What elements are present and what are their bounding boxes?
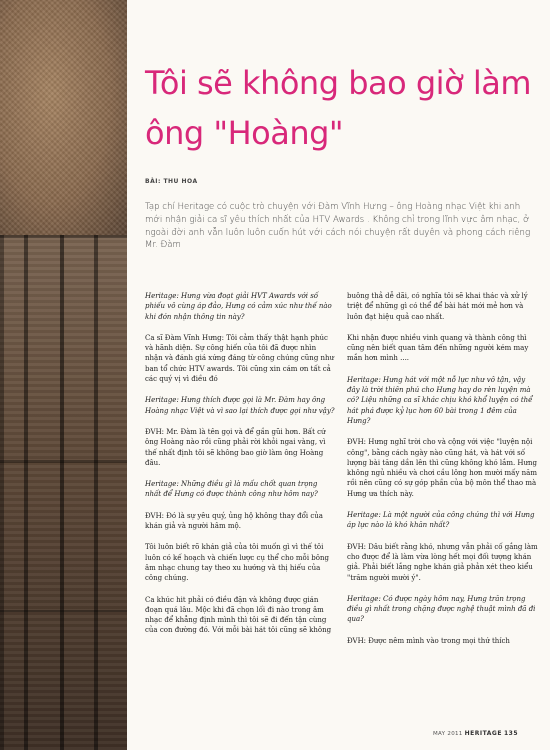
footer-date: MAY 2011 — [433, 731, 463, 737]
interview-question: Heritage: Những điều gì là mấu chốt quan trọng nhất để Hưng có được thành công như hôm nay? — [145, 480, 318, 499]
footer-page-number: 135 — [504, 730, 519, 737]
interview-answer: ĐVH: Được nêm mình vào trong mọi thứ thích — [347, 636, 510, 645]
interview-answer: ĐVH: Đó là sự yêu quý, ủng hộ không thay đổi của khán giả và người hâm mộ. — [145, 511, 323, 531]
interview-answer: ĐVH: Hưng nghĩ trời cho và cộng với việc "luyện nội công", bằng cách ngày nào cũng hát, và hát với số lượng bài tăng dần lên thì cũng không khó lắm. Hưng không ngủ nhiều và chơi cầu lông hơn mười mấy năm rồi nên cũng có sự góp phần của bộ môn thể thao mà Hưng ưa thích này. — [347, 438, 538, 498]
plank-gap — [0, 610, 127, 612]
interview-answer: ĐVH: Dâu biết rằng khó, nhưng vẫn phải cố gắng làm cho được để là làm vừa lòng hết mọi đối tượng khán giả. Phải biết lắng nghe khán giả phản xét theo kiểu "trăm người mười ý". — [347, 542, 538, 582]
interview-question: Heritage: Có được ngày hôm nay, Hưng trăn trọng điều gì nhất trong chặng được nghệ thuật mình đã đi qua? — [347, 594, 536, 624]
article-intro: Tạp chí Heritage có cuộc trò chuyện với Đàm Vĩnh Hưng – ông Hoàng nhạc Việt khi anh mới nhận giải ca sĩ yêu thích nhất của HTV Awards . Không chỉ trong lĩnh vực âm nhạc, ở ngoài đời anh vẫn luôn luôn cuốn hút với cách nói chuyện rất duyên và phong cách riêng Mr. Đàm — [145, 202, 531, 251]
interview-answer: Tôi luôn biết rõ khán giả của tôi muốn gì vì thế tôi luôn có kế hoạch và chiến lược cụ thể cho mỗi bông âm nhạc chung tay theo xu hướng và thị hiếu của công chúng. — [145, 543, 329, 583]
interview-question: Heritage: Hưng thích được gọi là Mr. Đàm hay ông Hoàng nhạc Việt và vì sao lại thích được gọi như vậy? — [145, 396, 335, 415]
footer-magazine: HERITAGE — [464, 730, 502, 737]
article-title: Tôi sẽ không bao giờ làm ông "Hoàng" — [145, 64, 531, 152]
burlap-sack-texture — [0, 0, 127, 235]
interview-question: Heritage: Hưng hát với một nỗ lực như vô tận, vậy đây là trời thiên phú cho Hưng hay do rèn luyện mà có? Liệu những ca sĩ khác chịu khó khổ luyện có thể hát phá được kỷ lục hơn 60 bài trong 1 đêm của Hưng? — [347, 375, 533, 425]
plank-gap — [0, 460, 127, 463]
interview-question: Heritage: Là một người của công chúng thì với Hưng áp lực nào là khó khăn nhất? — [347, 511, 535, 530]
column-right — [347, 291, 539, 657]
interview-answer: Khi nhận được nhiều vinh quang và thành công thì cũng nên biết quan tâm đến những người kém may mắn hơn mình .... — [347, 333, 529, 363]
interview-question: Heritage: Hưng vừa đoạt giải HVT Awards với số phiếu vô cùng áp đảo, Hưng có cảm xúc như thế nào khi đón nhận thông tin này? — [145, 292, 332, 321]
interview-answer: buông thả dễ dãi, có nghĩa tôi sẽ khai thác và xử lý triệt để những gì có thể để bài hát mới mẻ hơn và luôn đạt hiệu quả cao nhất. — [347, 292, 528, 321]
plank-gap — [0, 235, 127, 238]
column-left — [145, 291, 335, 647]
interview-answer: ĐVH: Mr. Đàm là tên gọi và để gần gũi hơn. Bất cứ ông Hoàng nào rồi cũng phải rời khỏi ngai vàng, vì thế nhất định tôi sẽ không bao giờ làm ông Hoàng đâu. — [145, 427, 326, 467]
interview-answer: Ca sĩ Đàm Vĩnh Hưng: Tôi cảm thấy thật hạnh phúc và hãnh diện. Sự công hiến của tôi đã được nhìn nhận và đánh giá xứng đáng từ công chúng cũng như ban tổ chức HTV awards. Tôi cũng xin cám ơn tất cả các quý vị vì điều đó — [145, 333, 335, 384]
cover-photo-wooden-planks — [0, 0, 127, 750]
page-footer — [433, 730, 518, 737]
interview-answer: Ca khúc hit phải có điều đặn và không được gián đoạn quá lâu. Mộc khi đã chọn lối đi nào trong âm nhạc để khẳng định mình thì tôi sẽ đi đến tận cùng của con đường đó. Với mỗi bài hát tôi cũng sẽ không — [145, 595, 332, 635]
author-byline: BÀI: THU HOA — [145, 178, 198, 185]
